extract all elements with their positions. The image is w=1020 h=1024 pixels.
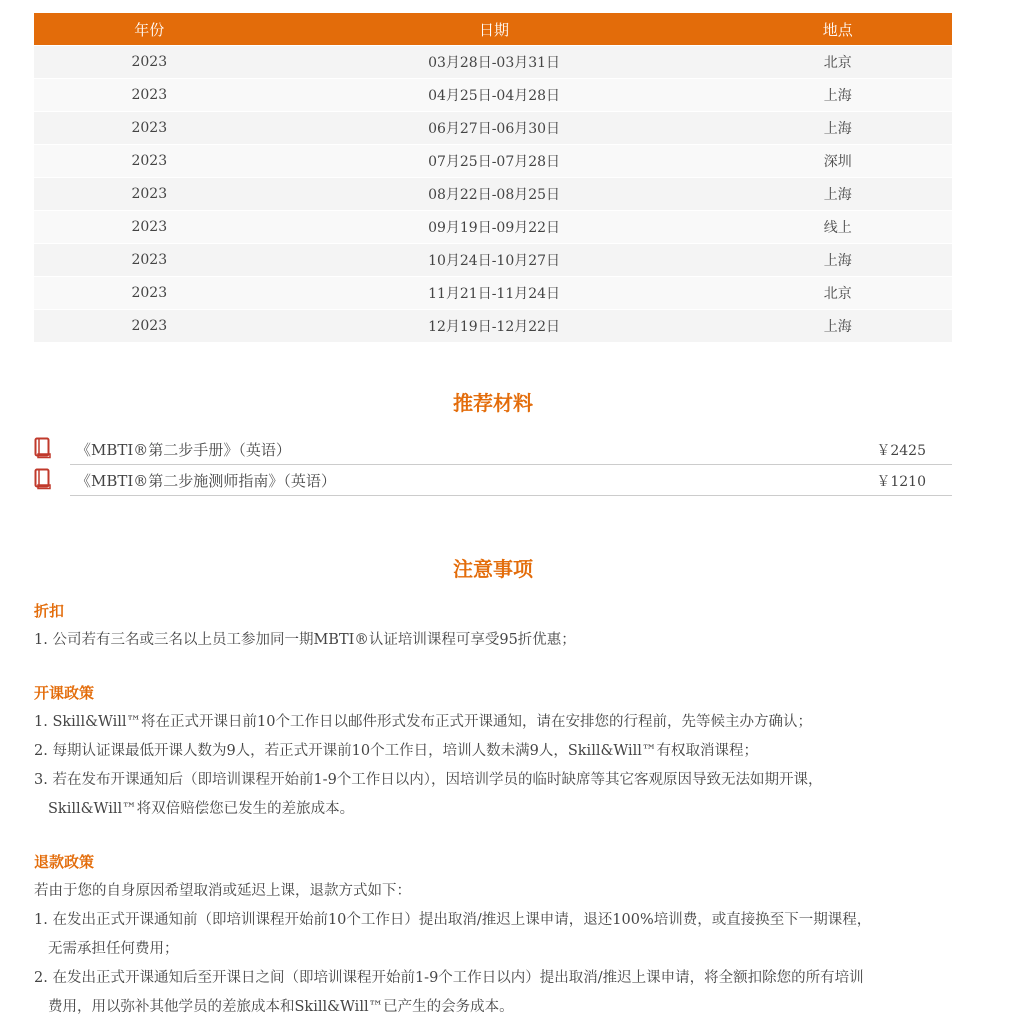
cell-year: 2023 — [34, 244, 265, 277]
refund-line: 1. 在发出正式开课通知前（即培训课程开始前10个工作日）提出取消/推迟上课申请，退还100%培训费，或直接换至下一期课程， — [34, 912, 872, 928]
cell-date: 10月24日-10月27日 — [265, 244, 724, 277]
cell-date: 07月25日-07月28日 — [265, 145, 724, 178]
policy-line: 1. Skill&Will™将在正式开课日前10个工作日以邮件形式发布正式开课通知，请在安排您的行程前，先等候主办方确认； — [34, 714, 812, 730]
cell-year: 2023 — [34, 112, 265, 145]
cell-date: 09月19日-09月22日 — [265, 211, 724, 244]
discount-line: 1. 公司若有三名或三名以上员工参加同一期MBTI®认证培训课程可享受95折优惠； — [34, 632, 576, 648]
policy-heading: 开课政策 — [34, 684, 95, 702]
cell-place: 上海 — [724, 112, 952, 145]
cell-date: 06月27日-06月30日 — [265, 112, 724, 145]
cell-date: 08月22日-08月25日 — [265, 178, 724, 211]
material-name[interactable]: 《MBTI®第二步施测师指南》（英语） — [76, 472, 336, 490]
table-row — [34, 244, 952, 277]
list-item — [34, 464, 952, 495]
refund-intro: 若由于您的自身原因希望取消或延迟上课，退款方式如下： — [34, 883, 411, 899]
cell-year: 2023 — [34, 211, 265, 244]
cell-year: 2023 — [34, 310, 265, 343]
refund-line: 2. 在发出正式开课通知后至开课日之间（即培训课程开始前1-9个工作日以内）提出取消/推迟上课申请，将全额扣除您的所有培训 — [34, 970, 864, 986]
cell-place: 北京 — [724, 46, 952, 79]
policy-line: 2. 每期认证课最低开课人数为9人，若正式开课前10个工作日，培训人数未满9人，Skill&Will™有权取消课程； — [34, 743, 758, 759]
cell-place: 线上 — [724, 211, 952, 244]
table-row — [34, 145, 952, 178]
material-price: ￥2425 — [876, 443, 926, 459]
refund-line: 费用，用以弥补其他学员的差旅成本和Skill&Will™已产生的会务成本。 — [48, 999, 514, 1015]
header-place: 地点 — [724, 13, 952, 46]
materials-list — [34, 433, 952, 495]
cell-place: 上海 — [724, 310, 952, 343]
book-icon — [34, 468, 52, 490]
table-row — [34, 46, 952, 79]
header-date: 日期 — [265, 13, 724, 46]
cell-year: 2023 — [34, 178, 265, 211]
header-year: 年份 — [34, 13, 265, 46]
material-name[interactable]: 《MBTI®第二步手册》（英语） — [76, 441, 291, 459]
refund-heading: 退款政策 — [34, 853, 95, 871]
table-row — [34, 277, 952, 310]
cell-place: 深圳 — [724, 145, 952, 178]
schedule-table — [34, 13, 952, 342]
cell-place: 上海 — [724, 244, 952, 277]
cell-year: 2023 — [34, 46, 265, 79]
notes-section — [34, 597, 952, 1022]
refund-line: 无需承担任何费用； — [48, 941, 179, 957]
cell-year: 2023 — [34, 79, 265, 112]
material-line — [70, 464, 952, 496]
list-item — [34, 433, 952, 464]
book-icon — [34, 437, 52, 459]
table-row — [34, 178, 952, 211]
materials-title: 推荐材料 — [453, 391, 533, 415]
cell-place: 北京 — [724, 277, 952, 310]
discount-heading: 折扣 — [34, 602, 65, 620]
policy-line: Skill&Will™将双倍赔偿您已发生的差旅成本。 — [48, 801, 355, 817]
policy-line: 3. 若在发布开课通知后（即培训课程开始前1-9个工作日以内），因培训学员的临时缺席等其它客观原因导致无法如期开课， — [34, 772, 823, 788]
cell-place: 上海 — [724, 79, 952, 112]
notes-title: 注意事项 — [453, 557, 533, 581]
material-price: ￥1210 — [876, 474, 926, 490]
cell-date: 04月25日-04月28日 — [265, 79, 724, 112]
cell-date: 11月21日-11月24日 — [265, 277, 724, 310]
material-line — [70, 433, 952, 465]
table-row — [34, 211, 952, 244]
cell-date: 12月19日-12月22日 — [265, 310, 724, 343]
cell-date: 03月28日-03月31日 — [265, 46, 724, 79]
cell-year: 2023 — [34, 277, 265, 310]
cell-place: 上海 — [724, 178, 952, 211]
cell-year: 2023 — [34, 145, 265, 178]
table-row — [34, 112, 952, 145]
page-content — [34, 13, 952, 1015]
schedule-header-row — [34, 13, 952, 46]
table-row — [34, 310, 952, 343]
table-row — [34, 79, 952, 112]
